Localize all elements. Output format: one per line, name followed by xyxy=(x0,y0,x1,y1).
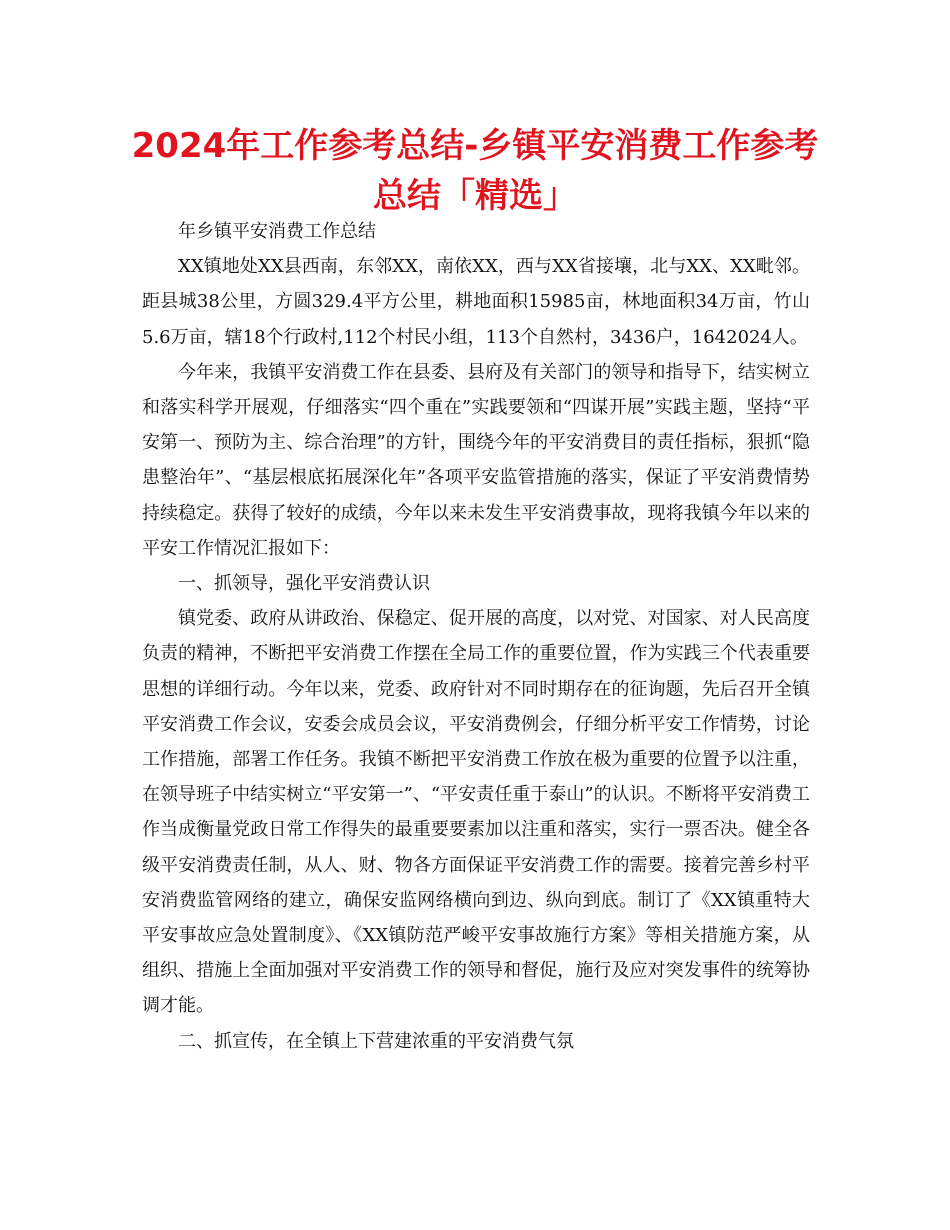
section-heading-2: 二、抓宣传，在全镇上下营建浓重的平安消费气氛 xyxy=(178,1030,574,1052)
paragraph-leadership: 镇党委、政府从讲政治、保稳定、促开展的高度，以对党、对国家、对人民高度负责的精神，不断把平安消费工作摆在全局工作的重要位置，作为实践三个代表重要思想的详细行动。今年以来，党委、政府针对不同时期存在的征询题，先后召开全镇平安消费工作会议，安委会成员会议，平安消费例会，仔细分析平安工作情势，讨论工作措施，部署工作任务。我镇不断把平安消费工作放在极为重要的位置予以注重，在领导班子中结实树立“平安第一”、“平安责任重于泰山”的认识。不断将平安消费工作当成衡量党政日常工作得失的最重要要素加以注重和落实，实行一票否决。健全各级平安消费责任制，从人、财、物各方面保证平安消费工作的需要。接着完善乡村平安消费监管网络的建立，确保安监网络横向到边、纵向到底。制订了《XX镇重特大平安事故应急处置制度》、《XX镇防范严峻平安事故施行方案》等相关措施方案，从组织、措施上全面加强对平安消费工作的领导和督促，施行及应对突发事件的统筹协调才能。 xyxy=(142,608,810,1017)
document-body xyxy=(142,214,810,1059)
paragraph-subtitle: 年乡镇平安消费工作总结 xyxy=(178,221,376,242)
section-heading-1: 一、抓领导，强化平安消费认识 xyxy=(178,573,430,595)
paragraph-year-summary: 今年来，我镇平安消费工作在县委、县府及有关部门的领导和指导下，结实树立和落实科学开展观，仔细落实“四个重在”实践要领和“四谋开展”实践主题，坚持“平安第一、预防为主、综合治理”的方针，围绕今年的平安消费目的责任指标，狠抓“隐患整治年”、“基层根底拓展深化年”各项平安监管措施的落实，保证了平安消费情势持续稳定。获得了较好的成绩，今年以来未发生平安消费事故，现将我镇今年以来的平安工作情况汇报如下： xyxy=(142,361,810,559)
paragraph-town-overview: XX镇地处XX县西南，东邻XX，南依XX，西与XX省接壤，北与XX、XX毗邻。距县城38公里，方圆329.4平方公里，耕地面积15985亩，林地面积34万亩，竹山5.6万亩，辖18个行政村,112个村民小组，113个自然村，3436户，1642024人。 xyxy=(142,256,810,348)
document-title: 2024年工作参考总结-乡镇平安消费工作参考总结「精选」 xyxy=(131,126,819,216)
